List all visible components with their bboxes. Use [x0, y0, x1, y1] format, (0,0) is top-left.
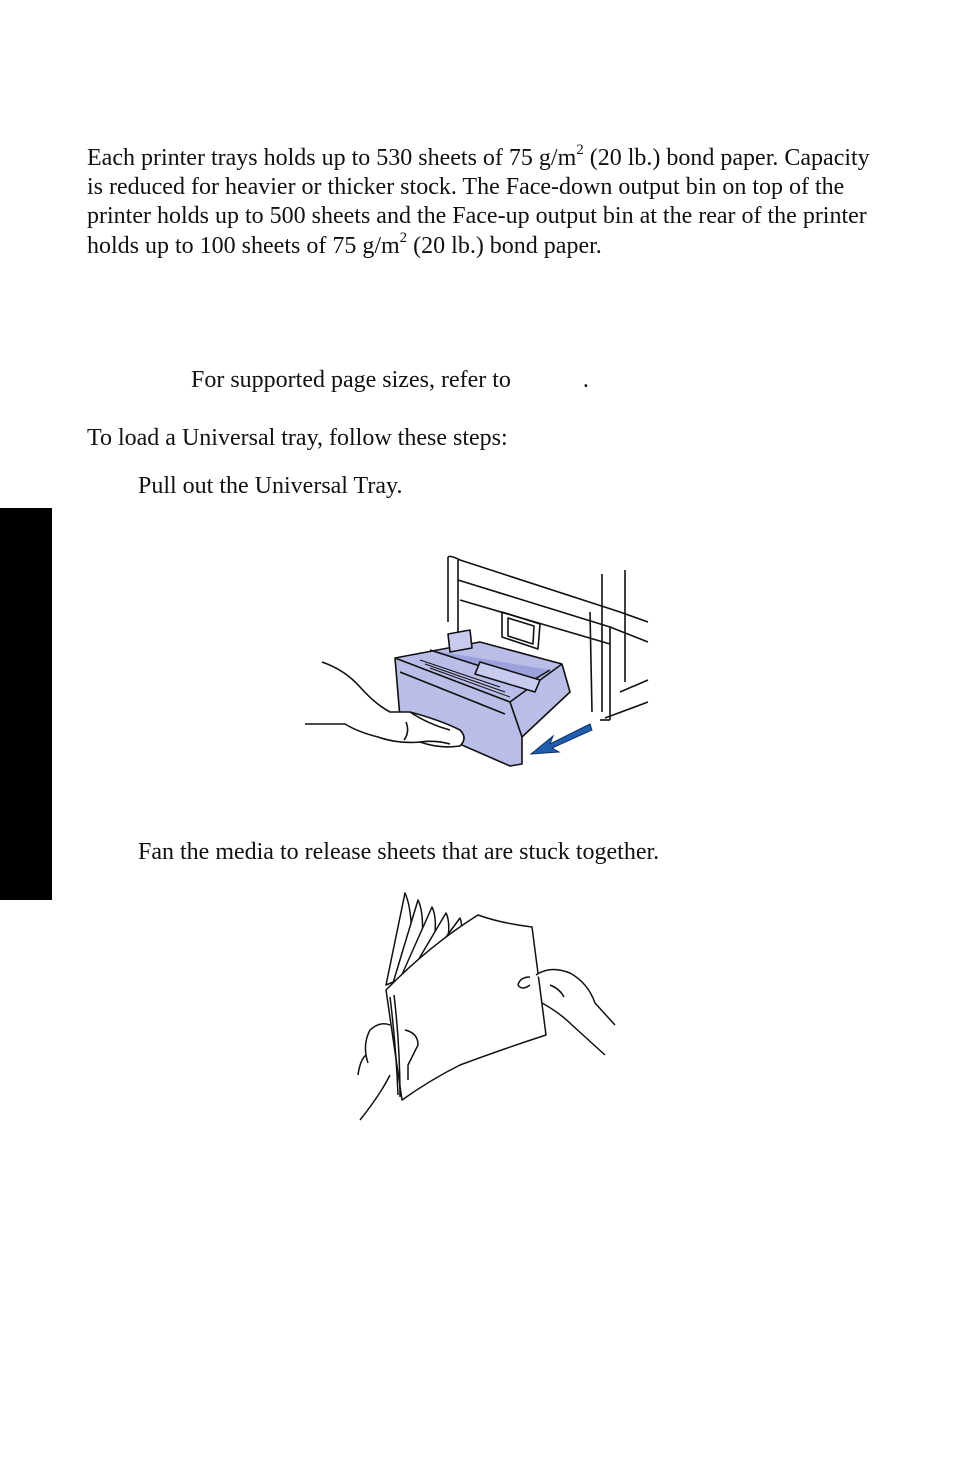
paragraph-text-1: Each printer trays holds up to 530 sheets of 75 g/m [87, 145, 577, 171]
step-fan-media: Fan the media to release sheets that are stuck together. [138, 839, 660, 865]
tray-pull-illustration [300, 552, 660, 774]
note-trailing: . [582, 367, 589, 393]
superscript-2: 2 [399, 229, 408, 246]
chapter-side-tab [0, 508, 52, 900]
paragraph-text-2: (20 lb.) bond paper. Capacity is reduced for heavier or thicker stock. The Face-down output bin on top of the printer holds up to 500 sheets and the Face-up output bin at the rear of the printer holds up to 100 sheets of 75 g/m [87, 145, 870, 259]
page-sizes-note [191, 367, 589, 394]
paragraph-text-3: (20 lb.) bond paper. [407, 232, 602, 259]
load-intro: To load a Universal tray, follow these steps: [87, 425, 508, 451]
step-pull-tray: Pull out the Universal Tray. [138, 473, 403, 499]
note-text: For supported page sizes, refer to [191, 367, 511, 393]
superscript-1: 2 [576, 142, 584, 158]
pull-arrow [531, 724, 592, 754]
fan-paper-illustration [350, 885, 625, 1125]
capacity-paragraph [87, 144, 887, 261]
